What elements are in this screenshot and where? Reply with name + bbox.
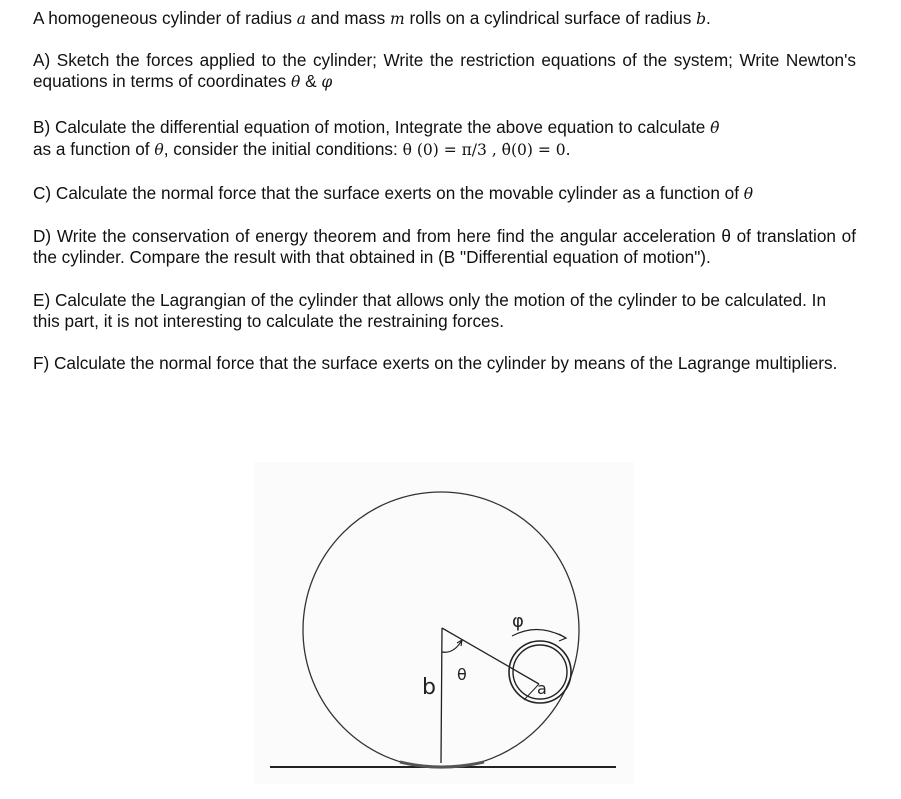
part-a-paragraph xyxy=(33,50,856,93)
part-b-paragraph xyxy=(33,117,856,161)
part-e-paragraph: E) Calculate the Lagrangian of the cylinder that allows only the motion of the cylinder to be calculated. In this part, it is not interesting to calculate the restraining forces. xyxy=(33,289,826,331)
part-f-paragraph: F) Calculate the normal force that the surface exerts on the cylinder by means of the Lagrange multipliers. xyxy=(33,353,838,373)
initial-conditions: θ (0) = π/3 , θ̇(0) = 0. xyxy=(402,141,571,159)
part-b-text-2: as a function of xyxy=(33,139,155,159)
vertical-radius-line xyxy=(441,628,442,763)
intro-text-3: rolls on a cylindrical surface of radius xyxy=(404,8,697,28)
intro-text-1: A homogeneous cylinder of radius xyxy=(33,8,297,28)
symbol-theta-b: θ xyxy=(154,141,164,159)
symbol-theta-c: θ xyxy=(743,184,754,203)
symbol-theta-dot: θ̇ xyxy=(710,119,720,137)
label-theta: θ xyxy=(457,665,467,684)
part-c-paragraph xyxy=(33,183,856,205)
label-phi: φ xyxy=(512,611,524,632)
part-a-text: A) Sketch the forces applied to the cylinder; Write the restriction equations of the system; Write Newton's equations in terms of coordinates xyxy=(33,50,856,91)
intro-paragraph xyxy=(33,8,856,30)
symbol-m: m xyxy=(390,10,405,28)
phi-arrowhead xyxy=(559,634,566,641)
symbol-phi: φ xyxy=(321,73,333,91)
part-c-text: C) Calculate the normal force that the surface exerts on the movable cylinder as a function of xyxy=(33,182,744,203)
sketch-svg xyxy=(254,462,634,784)
problem-statement xyxy=(33,8,856,396)
label-a: a xyxy=(537,679,547,698)
intro-text-4: . xyxy=(706,8,711,28)
intro-text-2: and mass xyxy=(305,8,391,28)
part-b-text-3: , consider the initial conditions: xyxy=(163,139,403,159)
part-b-text-1: B) Calculate the differential equation of motion, Integrate the above equation to calculate xyxy=(33,117,711,137)
symbol-theta: θ xyxy=(290,73,301,91)
symbol-a: a xyxy=(296,10,306,28)
cylinder-sketch xyxy=(254,462,634,784)
symbol-b: b xyxy=(696,10,707,28)
part-d-paragraph: D) Write the conservation of energy theorem and from here find the angular acceleration θ of translation of the cylinder. Compare the result with that obtained in (B "Differential equation of motion"). xyxy=(33,226,856,267)
ampersand: & xyxy=(300,71,322,91)
label-b: b xyxy=(422,675,436,700)
